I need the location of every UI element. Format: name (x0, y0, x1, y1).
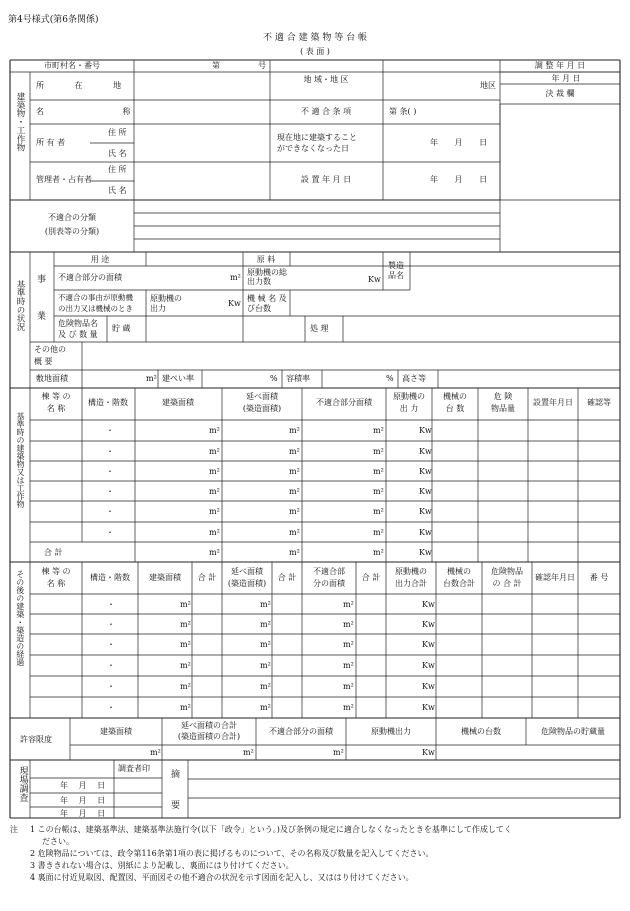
adjust-date-label: 調 整 年 月 日 (534, 61, 586, 70)
t1-row-1-unit-4: m² (373, 426, 384, 435)
remarks-teki: 摘 (171, 770, 181, 780)
t2-h-floor-area-2: (築造面積) (227, 579, 267, 588)
dai-label: 第 (212, 61, 220, 70)
t2-row-4-unit-3: m² (260, 661, 271, 670)
install-date-label: 設 置 年 月 日 (300, 175, 352, 184)
allow-floor-area-1: 延べ面積の合計 (181, 721, 237, 730)
t1-row-3-unit-1: ・ (106, 467, 114, 476)
t1-row-2-unit-2: m² (209, 447, 220, 456)
install-date-ymd: 年 月 日 (430, 175, 488, 184)
reason-label-2: の出力又は機械のとき (58, 304, 133, 313)
allow-hazard: 危険物品の貯蔵量 (541, 727, 605, 736)
t1-row-2-unit-5: Kw (419, 447, 432, 456)
t1-h-structure: 構造・階数 (88, 398, 128, 407)
t1-row-4-unit-1: ・ (106, 487, 114, 496)
t1-h-building-area: 建築面積 (162, 398, 194, 407)
clause-article: 第 条( ) (389, 107, 417, 116)
t2-h-hazard-2: の 合 計 (492, 579, 522, 588)
storage-label: 貯 蔵 (112, 324, 131, 333)
t2-h-total-b: 合 計 (277, 573, 297, 582)
unit-m2-a: m² (230, 273, 241, 282)
t2-h-total-a: 合 計 (197, 573, 217, 582)
t2-h-floor-area-1: 延べ面積 (231, 567, 263, 576)
allow-m2-c: m² (333, 748, 344, 757)
t1-h-name-1: 棟 等 の (41, 392, 71, 401)
t1-row-2-unit-3: m² (289, 447, 300, 456)
t2-row-4-unit-2: m² (180, 661, 191, 670)
note-1b: ださい。 (42, 837, 74, 846)
form-title: 不 適 合 建 築 物 等 台 帳 (263, 33, 367, 43)
name-label: 名 称 (36, 107, 169, 116)
t2-h-structure: 構造・階数 (90, 573, 130, 582)
t2-row-2-unit-1: ・ (107, 620, 115, 629)
t1-row-5-unit-5: Kw (419, 507, 432, 516)
t2-row-1-unit-5: Kw (422, 600, 435, 609)
note-2: 2 危険物品については、政令第116条第1項の表に掲げるものについて、その名称及び数量を記入してください。 (30, 849, 434, 858)
t1-h-machine-2: 台 数 (445, 404, 465, 413)
t1-total-kw: Kw (419, 548, 432, 557)
t2-row-1-unit-4: m² (343, 600, 354, 609)
unit-kw-b: Kw (228, 299, 241, 308)
location-label: 所 在 地 (36, 81, 136, 90)
t1-row-2-unit-4: m² (373, 447, 384, 456)
survey-date-3: 年 月 日 (60, 809, 106, 818)
t1-row-5-unit-4: m² (373, 507, 384, 516)
unit-m2-site: m² (146, 374, 157, 383)
t2-row-2-unit-5: Kw (422, 620, 435, 629)
t1-h-install-date: 設置年月日 (533, 398, 573, 407)
t2-row-5-unit-2: m² (180, 682, 191, 691)
t2-row-1-unit-2: m² (180, 600, 191, 609)
business-gyo: 業 (37, 312, 47, 322)
t1-h-floor-area-2: (築造面積) (242, 404, 282, 413)
unit-pct-coverage: % (270, 374, 278, 383)
t2-row-2-unit-3: m² (260, 620, 271, 629)
cannot-build-ymd: 年 月 日 (430, 138, 488, 147)
product-name-label: 製造品名 (388, 261, 404, 280)
t2-row-4-unit-5: Kw (422, 661, 435, 670)
t2-row-1-unit-3: m² (260, 600, 271, 609)
allow-building-area: 建築面積 (100, 727, 132, 736)
site-area-label: 敷地面積 (36, 374, 68, 383)
coverage-label: 建ぺい率 (162, 374, 194, 383)
district-suffix: 地区 (480, 81, 496, 90)
allow-kw: Kw (422, 748, 435, 757)
t1-row-6-unit-5: Kw (419, 528, 432, 537)
t2-row-6-unit-2: m² (180, 703, 191, 712)
city-number-label: 市町村名・番号 (44, 61, 100, 70)
t2-h-machine-1: 機械の (447, 567, 471, 576)
t1-h-name-2: 名 称 (46, 404, 66, 413)
t2-row-4-unit-1: ・ (107, 661, 115, 670)
allowable-limit-label: 許容限度 (20, 735, 52, 744)
t2-row-1-unit-1: ・ (107, 600, 115, 609)
t1-row-1-unit-1: ・ (106, 426, 114, 435)
t1-row-3-unit-5: Kw (419, 467, 432, 476)
t1-total-label: 合 計 (44, 548, 63, 557)
other-label-2: 概 要 (34, 357, 53, 366)
t1-row-3-unit-3: m² (289, 467, 300, 476)
t2-row-5-unit-1: ・ (107, 682, 115, 691)
note-1a: 1 この台帳は、建築基準法、建築基準法施行令(以下「政令」という。)及び条例の規定に適合しなくなったときを基準にして作成してく (30, 825, 512, 834)
t2-h-engine-1: 原動機の (395, 567, 427, 576)
t1-row-4-unit-4: m² (373, 487, 384, 496)
allow-nonconforming: 不適合部分の面積 (269, 727, 333, 736)
t2-h-nonconforming-1: 不適合部 (313, 567, 345, 576)
t2-h-engine-2: 出力合計 (395, 579, 427, 588)
t2-row-5-unit-3: m² (260, 682, 271, 691)
manager-name-label: 氏 名 (108, 186, 127, 195)
allow-machine: 機械の台数 (461, 727, 501, 736)
allow-m2-a: m² (150, 748, 161, 757)
t1-row-6-unit-4: m² (373, 528, 384, 537)
t2-row-6-unit-1: ・ (107, 703, 115, 712)
baseline-side-label: 基準時の状況 (15, 280, 26, 331)
t2-h-total-c: 合 計 (361, 573, 381, 582)
t1-h-nonconforming-area: 不適合部分面積 (316, 398, 372, 407)
t2-row-3-unit-1: ・ (107, 640, 115, 649)
t1-row-6-unit-3: m² (289, 528, 300, 537)
t2-row-6-unit-3: m² (260, 703, 271, 712)
engine-output-label: 原動機の出力 (150, 294, 182, 313)
t1-row-2-unit-1: ・ (106, 447, 114, 456)
other-label-1: その他の (34, 345, 66, 354)
machine-name-label: 機 械 名 及び台数 (247, 294, 287, 313)
use-label: 用 途 (90, 255, 110, 264)
t2-h-confirm-date: 確認年月日 (535, 573, 575, 582)
survey-date-1: 年 月 日 (60, 781, 106, 790)
t1-row-1-unit-2: m² (209, 426, 220, 435)
t1-h-floor-area-1: 延べ面積 (246, 392, 278, 401)
nonconforming-clause-label: 不 適 合 条 項 (300, 107, 352, 116)
t2-h-name-2: 名 称 (46, 579, 66, 588)
t2-h-nonconforming-2: 分の面積 (313, 579, 345, 588)
t1-h-confirmation: 確認等 (587, 398, 611, 407)
t2-h-hazard-1: 危険物品 (491, 567, 523, 576)
business-ji: 事 (37, 275, 47, 285)
t1-h-engine-1: 原動機の (393, 392, 425, 401)
t2-h-number: 番 号 (589, 573, 609, 582)
building-side-label: 建築物・工作物 (15, 92, 26, 152)
manager-address-label: 住 所 (108, 165, 127, 174)
t2-h-name-1: 棟 等 の (41, 567, 71, 576)
t1-total-m2-c: m² (373, 548, 384, 557)
unit-kw-a: Kw (368, 275, 381, 284)
allow-engine: 原動機出力 (371, 727, 411, 736)
raw-material-label: 原 料 (256, 255, 276, 264)
t2-row-2-unit-4: m² (343, 620, 354, 629)
t1-row-1-unit-5: Kw (419, 426, 432, 435)
t1-row-5-unit-3: m² (289, 507, 300, 516)
t2-row-3-unit-2: m² (180, 640, 191, 649)
notes-lead: 注 (10, 825, 18, 834)
t1-row-6-unit-2: m² (209, 528, 220, 537)
zone-label: 地 域・地 区 (303, 75, 349, 84)
survey-date-2: 年 月 日 (60, 796, 106, 805)
t2-row-6-unit-4: m² (343, 703, 354, 712)
t1-h-machine-1: 機械の (443, 392, 467, 401)
remarks-yo: 要 (171, 801, 181, 811)
t1-h-engine-2: 出 力 (399, 404, 419, 413)
t1-row-5-unit-1: ・ (106, 507, 114, 516)
t2-row-3-unit-3: m² (260, 640, 271, 649)
unit-pct-far: % (386, 374, 394, 383)
t2-h-machine-2: 台数合計 (443, 579, 475, 588)
t1-total-m2-b: m² (289, 548, 300, 557)
cannot-build-label-2: ができなくなった日 (277, 144, 349, 153)
manager-label: 管理者・占有者 (36, 175, 92, 184)
note-3: 3 書ききれない場合は、別紙により記載し、裏面にはり付けてください。 (30, 861, 294, 870)
owner-address-label: 住 所 (108, 128, 127, 137)
table1-side-label: 基準時の建築物又は工作物 (15, 412, 25, 508)
t1-row-4-unit-3: m² (289, 487, 300, 496)
t2-row-3-unit-4: m² (343, 640, 354, 649)
t2-row-5-unit-5: Kw (422, 682, 435, 691)
reason-label-1: 不適合の事由が原動機 (58, 293, 133, 302)
cannot-build-label-1: 現在地に建築すること (277, 133, 357, 142)
total-engine-output-label: 原動機の総出力数 (247, 268, 287, 287)
form-subtitle: ( 表 面 ) (300, 47, 330, 56)
t1-row-3-unit-2: m² (209, 467, 220, 476)
owner-label: 所 有 者 (36, 138, 66, 147)
height-label: 高さ等 (402, 374, 426, 383)
t2-row-3-unit-5: Kw (422, 640, 435, 649)
t1-row-4-unit-2: m² (209, 487, 220, 496)
table2-side-label: その後の建築・築造の経過 (15, 570, 25, 666)
allow-m2-b: m² (243, 748, 254, 757)
t1-row-5-unit-2: m² (209, 507, 220, 516)
approval-label: 決 裁 欄 (545, 89, 575, 98)
hazard-label-1: 危険物品名 (58, 319, 98, 328)
form-number: 第4号様式(第6条関係) (8, 15, 99, 25)
site-survey-side: 現場調査 (17, 766, 28, 802)
t1-h-hazard-1: 危 険 (493, 392, 513, 401)
note-4: 4 裏面に付近見取図、配置図、平面図その他不適合の状況を示す図面を記入し、又ははり付けてください。 (30, 873, 414, 882)
far-label: 容積率 (286, 374, 310, 383)
t2-row-2-unit-2: m² (180, 620, 191, 629)
t2-row-4-unit-4: m² (343, 661, 354, 670)
t2-row-6-unit-5: Kw (422, 703, 435, 712)
t1-total-m2-a: m² (209, 548, 220, 557)
go-label: 号 (258, 61, 266, 70)
classification-label-1: 不適合の分類 (48, 213, 96, 222)
t2-row-5-unit-4: m² (343, 682, 354, 691)
t1-row-6-unit-1: ・ (106, 528, 114, 537)
t1-row-4-unit-5: Kw (419, 487, 432, 496)
adjust-date-ymd: 年 月 日 (551, 74, 581, 83)
classification-label-2: (別表等の分類) (44, 227, 100, 236)
t1-h-hazard-2: 物品量 (491, 404, 515, 413)
hazard-label-2: 及 び 数 量 (58, 330, 98, 339)
t2-h-building-area: 建築面積 (149, 573, 181, 582)
t1-row-3-unit-4: m² (373, 467, 384, 476)
t1-row-1-unit-3: m² (289, 426, 300, 435)
owner-name-label: 氏 名 (108, 149, 127, 158)
surveyor-seal-label: 調査者印 (118, 764, 150, 773)
processing-label: 処 理 (310, 324, 329, 333)
allow-floor-area-2: (築造面積の合計) (177, 732, 241, 741)
nonconforming-area-label: 不適合部分の面積 (58, 273, 122, 282)
